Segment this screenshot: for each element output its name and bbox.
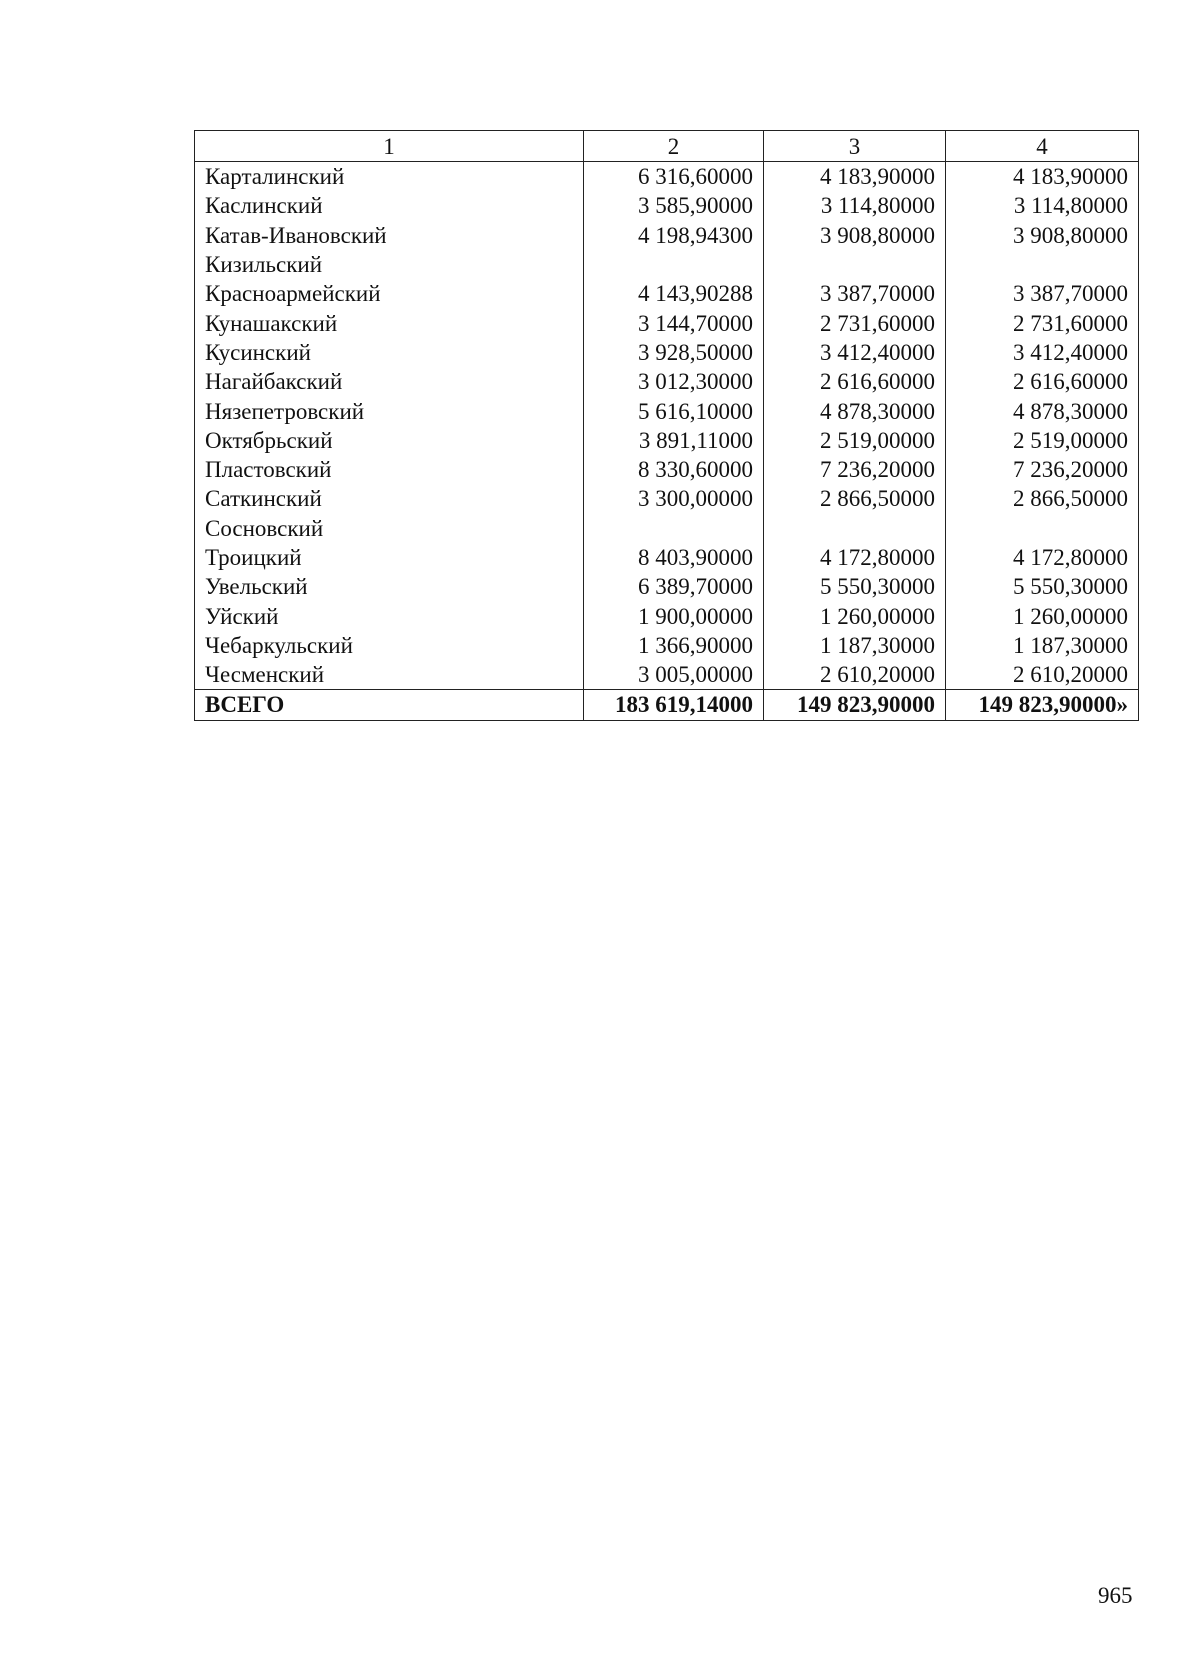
table-row — [195, 601, 1139, 630]
page-number: 965 — [1098, 1583, 1133, 1608]
value-cell-col-2: 3 300,00000 — [584, 484, 764, 513]
table-row — [195, 367, 1139, 396]
table-row — [195, 396, 1139, 425]
total-label: ВСЕГО — [195, 690, 584, 720]
value-cell-col-2: 8 403,90000 — [584, 543, 764, 572]
value-cell-col-2: 8 330,60000 — [584, 455, 764, 484]
value-cell-col-2: 3 144,70000 — [584, 308, 764, 337]
value-cell-col-3: 1 260,00000 — [764, 601, 946, 630]
column-header-2: 2 — [584, 131, 764, 162]
value-cell-col-3: 3 114,80000 — [764, 191, 946, 220]
district-name-cell: Кусинский — [195, 338, 584, 367]
value-cell-col-2: 3 005,00000 — [584, 660, 764, 690]
value-cell-col-2: 3 012,30000 — [584, 367, 764, 396]
district-name-cell: Катав-Ивановский — [195, 221, 584, 250]
district-name-cell: Кизильский — [195, 250, 584, 279]
table-footer — [195, 690, 1139, 720]
table-body — [195, 162, 1139, 690]
column-header-3: 3 — [764, 131, 946, 162]
district-name-cell: Карталинский — [195, 162, 584, 192]
value-cell-col-3 — [764, 514, 946, 543]
table-row — [195, 660, 1139, 690]
district-name-cell: Троицкий — [195, 543, 584, 572]
value-cell-col-4: 4 878,30000 — [946, 396, 1139, 425]
table-row — [195, 191, 1139, 220]
table-row — [195, 543, 1139, 572]
value-cell-col-4: 2 610,20000 — [946, 660, 1139, 690]
value-cell-col-2: 4 143,90288 — [584, 279, 764, 308]
value-cell-col-4: 7 236,20000 — [946, 455, 1139, 484]
value-cell-col-2: 1 900,00000 — [584, 601, 764, 630]
value-cell-col-2: 6 316,60000 — [584, 162, 764, 192]
value-cell-col-4 — [946, 514, 1139, 543]
table-row — [195, 338, 1139, 367]
value-cell-col-3: 3 387,70000 — [764, 279, 946, 308]
value-cell-col-4: 1 260,00000 — [946, 601, 1139, 630]
district-name-cell: Нязепетровский — [195, 396, 584, 425]
header-row — [195, 131, 1139, 162]
table-row — [195, 279, 1139, 308]
value-cell-col-2: 3 585,90000 — [584, 191, 764, 220]
district-name-cell: Кунашакский — [195, 308, 584, 337]
district-name-cell: Сосновский — [195, 514, 584, 543]
value-cell-col-4 — [946, 250, 1139, 279]
value-cell-col-4: 1 187,30000 — [946, 631, 1139, 660]
value-cell-col-4: 3 114,80000 — [946, 191, 1139, 220]
value-cell-col-3: 1 187,30000 — [764, 631, 946, 660]
value-cell-col-3: 2 610,20000 — [764, 660, 946, 690]
district-name-cell: Каслинский — [195, 191, 584, 220]
district-table — [194, 130, 1139, 721]
district-name-cell: Красноармейский — [195, 279, 584, 308]
value-cell-col-3: 2 616,60000 — [764, 367, 946, 396]
total-row — [195, 690, 1139, 720]
value-cell-col-3: 4 878,30000 — [764, 396, 946, 425]
value-cell-col-3: 4 172,80000 — [764, 543, 946, 572]
district-name-cell: Увельский — [195, 572, 584, 601]
table-row — [195, 250, 1139, 279]
value-cell-col-3 — [764, 250, 946, 279]
value-cell-col-3: 2 866,50000 — [764, 484, 946, 513]
value-cell-col-4: 3 412,40000 — [946, 338, 1139, 367]
value-cell-col-3: 4 183,90000 — [764, 162, 946, 192]
value-cell-col-2 — [584, 250, 764, 279]
district-name-cell: Октябрьский — [195, 426, 584, 455]
table-row — [195, 631, 1139, 660]
table-row — [195, 308, 1139, 337]
total-col-3: 149 823,90000 — [764, 690, 946, 720]
value-cell-col-3: 2 519,00000 — [764, 426, 946, 455]
value-cell-col-3: 2 731,60000 — [764, 308, 946, 337]
table-header — [195, 131, 1139, 162]
value-cell-col-3: 3 412,40000 — [764, 338, 946, 367]
table-row — [195, 162, 1139, 192]
value-cell-col-4: 2 616,60000 — [946, 367, 1139, 396]
column-header-1: 1 — [195, 131, 584, 162]
table-row — [195, 484, 1139, 513]
table-row — [195, 426, 1139, 455]
total-col-4: 149 823,90000» — [946, 690, 1139, 720]
value-cell-col-3: 5 550,30000 — [764, 572, 946, 601]
value-cell-col-4: 4 172,80000 — [946, 543, 1139, 572]
value-cell-col-3: 3 908,80000 — [764, 221, 946, 250]
column-header-4: 4 — [946, 131, 1139, 162]
total-col-2: 183 619,14000 — [584, 690, 764, 720]
table-row — [195, 221, 1139, 250]
district-name-cell: Чесменский — [195, 660, 584, 690]
value-cell-col-4: 3 387,70000 — [946, 279, 1139, 308]
value-cell-col-2: 6 389,70000 — [584, 572, 764, 601]
value-cell-col-4: 2 866,50000 — [946, 484, 1139, 513]
value-cell-col-2: 3 928,50000 — [584, 338, 764, 367]
value-cell-col-2: 4 198,94300 — [584, 221, 764, 250]
district-name-cell: Чебаркульский — [195, 631, 584, 660]
district-name-cell: Пластовский — [195, 455, 584, 484]
value-cell-col-4: 3 908,80000 — [946, 221, 1139, 250]
value-cell-col-2: 3 891,11000 — [584, 426, 764, 455]
value-cell-col-2 — [584, 514, 764, 543]
value-cell-col-2: 1 366,90000 — [584, 631, 764, 660]
value-cell-col-4: 5 550,30000 — [946, 572, 1139, 601]
table-row — [195, 455, 1139, 484]
value-cell-col-2: 5 616,10000 — [584, 396, 764, 425]
district-name-cell: Саткинский — [195, 484, 584, 513]
district-name-cell: Уйский — [195, 601, 584, 630]
district-name-cell: Нагайбакский — [195, 367, 584, 396]
table-row — [195, 514, 1139, 543]
value-cell-col-4: 2 519,00000 — [946, 426, 1139, 455]
table-row — [195, 572, 1139, 601]
value-cell-col-4: 4 183,90000 — [946, 162, 1139, 192]
value-cell-col-3: 7 236,20000 — [764, 455, 946, 484]
value-cell-col-4: 2 731,60000 — [946, 308, 1139, 337]
